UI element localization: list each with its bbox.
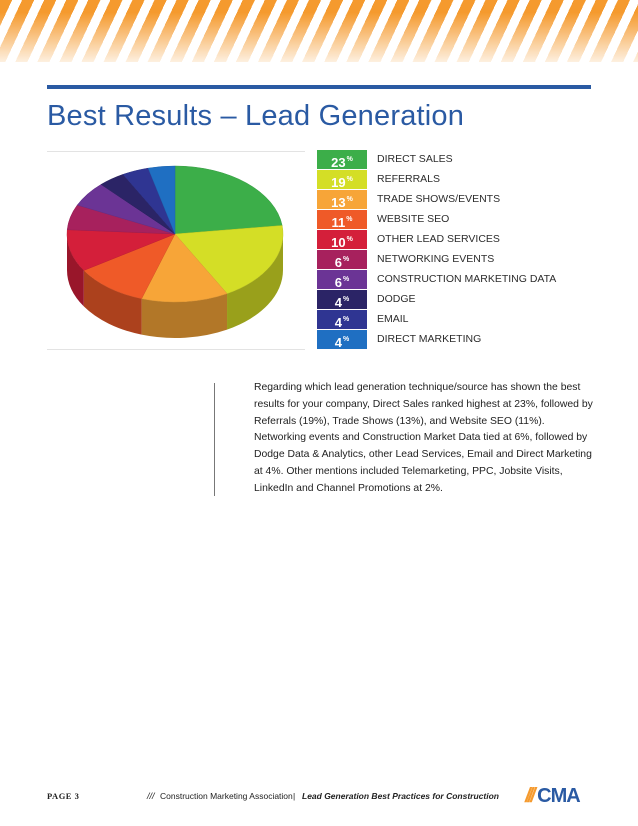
footer-slashes: /// [147,791,155,801]
pie-top-faces [67,166,283,302]
legend-label: CONSTRUCTION MARKETING DATA [377,273,557,285]
legend-value: 10 [331,235,346,250]
legend-unit: % [346,196,353,203]
legend-label: DIRECT SALES [377,153,453,165]
legend-item [317,170,587,189]
legend-label: DIRECT MARKETING [377,333,482,345]
chart-bottom-line [47,349,305,350]
legend-value: 19 [331,175,346,190]
cma-logo-slashes: /// [525,785,533,807]
legend-item [317,230,587,249]
legend-label: WEBSITE SEO [377,213,450,225]
legend-item [317,310,587,329]
legend-label: EMAIL [377,313,409,325]
legend-value-badge [317,290,367,309]
legend-value-badge [317,310,367,329]
legend-value-badge [317,270,367,289]
page-number: PAGE 3 [47,791,80,801]
legend-value: 11 [331,215,346,230]
legend-unit: % [343,336,350,343]
legend-value-badge [317,190,367,209]
legend-item [317,250,587,269]
legend-item [317,270,587,289]
legend-item [317,210,587,229]
legend-unit: % [343,256,350,263]
legend-value-badge [317,230,367,249]
footer-doc-title: Lead Generation Best Practices for Construction [302,791,499,801]
legend-label: TRADE SHOWS/EVENTS [377,193,501,205]
legend-value: 6 [334,255,342,270]
body-paragraph: Regarding which lead generation technique/source has shown the best results for your company, Direct Sales ranked highest at 23%, followed by Referrals (19%), Trade Shows (13%), and Website SEO (11%). Networking events and Construction Market Data tied at 6%, followed by Dodge Data & Analytics, other Lead Services, Email and Direct Marketing at 4%. Other mentions included Telemarketing, PPC, Jobsite Visits, LinkedIn and Channel Promotions at 2%. [254,382,593,494]
legend-value-badge [317,150,367,169]
header-stripe-fade [0,0,638,62]
pie-slice [175,166,282,234]
legend-value: 13 [331,195,346,210]
page-footer [0,783,638,813]
legend-item [317,290,587,309]
legend-value: 4 [334,295,342,310]
footer-association: Construction Marketing Association [160,791,293,801]
legend-item [317,190,587,209]
legend-value: 6 [334,275,342,290]
legend-unit: % [343,316,350,323]
title-rule [47,85,591,89]
legend-label: REFERRALS [377,173,441,185]
legend-value: 23 [331,155,346,170]
legend-unit: % [346,156,353,163]
pie-chart [47,151,305,349]
legend-value-badge [317,170,367,189]
legend-unit: % [343,296,350,303]
legend-label: DODGE [377,293,416,305]
legend-unit: % [346,176,353,183]
legend-unit: % [346,236,353,243]
cma-logo [525,785,580,807]
legend-label: OTHER LEAD SERVICES [377,233,500,245]
chart-legend [317,150,587,350]
cma-logo-text: CMA [537,785,580,807]
pie-chart-svg [47,151,305,349]
legend-value: 4 [334,335,342,350]
legend-value-badge [317,330,367,349]
legend-value: 4 [334,315,342,330]
footer-separator: | [293,791,296,801]
legend-unit: % [346,216,353,223]
page-title: Best Results – Lead Generation [47,100,465,132]
legend-value-badge [317,210,367,229]
legend-value-badge [317,250,367,269]
legend-unit: % [343,276,350,283]
legend-label: NETWORKING EVENTS [377,253,495,265]
text-divider [214,383,215,496]
legend-item [317,150,587,169]
legend-item [317,330,587,349]
